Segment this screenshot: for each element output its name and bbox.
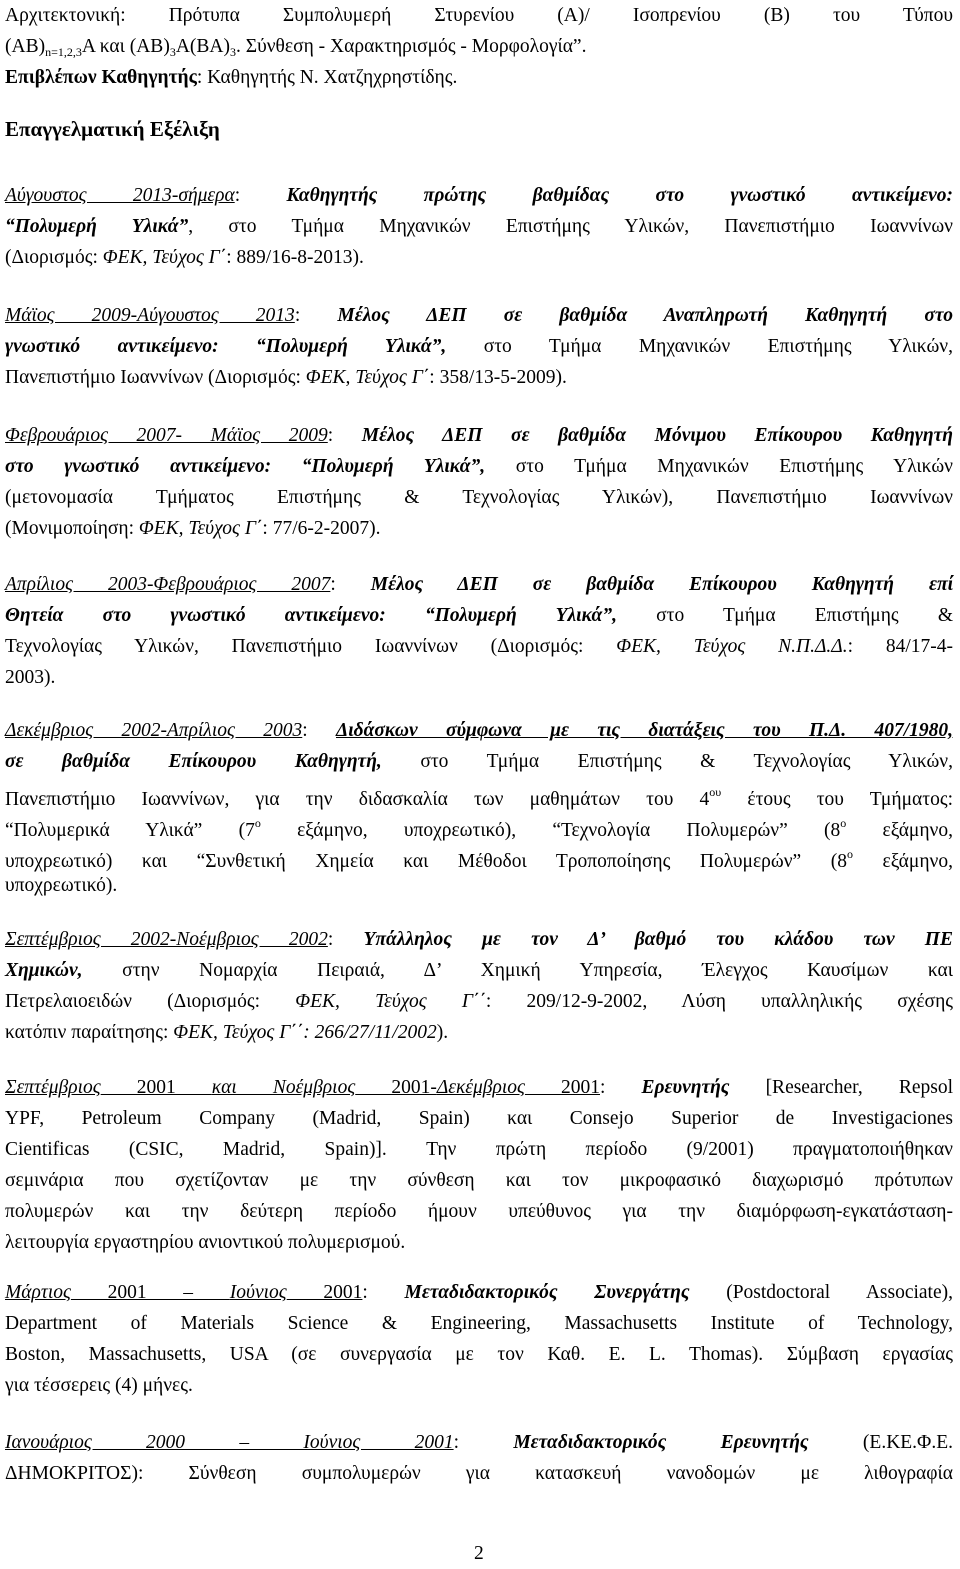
entry-date: Σεπτέμβριος 2002-Νοέμβριος 2002 — [5, 929, 328, 950]
career-entry-3: Φεβρουάριος 2007- Μάϊος 2009: Μέλος ΔΕΠ σε βαθμίδα Μόνιμου Επίκουρου Καθηγητή στο γνωστικό αντικείμενο: “Πολυμερή Υλικά”, στο Τμήμα Μηχανικών Επιστήμης Υλικών (μετονομασία Τμήματος Επιστήμης & Τεχνολογίας Υλικών), Πανεπιστήμιο Ιωαννίνων (Μονιμοποίηση: ΦΕΚ, Τεύχος Γ΄: 77/6-2-2007). — [5, 425, 953, 539]
entry-date: Φεβρουάριος 2007- Μάϊος 2009 — [5, 425, 328, 446]
entry-date: Ιανουάριος 2000 – Ιούνιος 2001 — [5, 1432, 454, 1453]
career-entry-8: Μάρτιος 2001 – Ιούνιος 2001: Μεταδιδακτορικός Συνεργάτης (Postdoctoral Associate), Department of Materials Science & Engineering, Massachusetts Institute of Technology, Boston, Massachusetts, USA (σε συνεργασία με τον Καθ. E. L. Thomas). Σύμβαση εργασίας για τέσσερεις (4) μήνες. — [5, 1282, 954, 1396]
supervisor-label: Επιβλέπων Καθηγητής — [5, 67, 197, 88]
career-entry-1: Αύγουστος 2013-σήμερα: Καθηγητής πρώτης βαθμίδας στο γνωστικό αντικείμενο: “Πολυμερή Υλικά”, στο Τμήμα Μηχανικών Επιστήμης Υλικών, Πανεπιστήμιο Ιωαννίνων (Διορισμός: ΦΕΚ, Τεύχος Γ΄: 889/16-8-2013). — [5, 185, 954, 268]
entry-date: Δεκέμβριος 2002-Απρίλιος 2003 — [5, 720, 303, 741]
entry-date: Μάρτιος 2001 – Ιούνιος 2001 — [5, 1282, 363, 1303]
career-entry-9: Ιανουάριος 2000 – Ιούνιος 2001: Μεταδιδακτορικός Ερευνητής (Ε.ΚΕ.Φ.Ε. ΔΗΜΟΚΡΙΤΟΣ): Σύνθεση συμπολυμερών για κατασκευή νανοδομών με λιθογραφία — [5, 1432, 953, 1484]
entry-date: Αύγουστος 2013-σήμερα — [5, 185, 235, 206]
entry-date: Σεπτέμβριος 2001 και Νοέμβριος 2001-Δεκέμβριος 2001 — [5, 1077, 600, 1098]
section-heading: Επαγγελματική Εξέλιξη — [5, 117, 220, 141]
page-number: 2 — [474, 1543, 484, 1564]
career-entry-7: Σεπτέμβριος 2001 και Νοέμβριος 2001-Δεκέμβριος 2001: Ερευνητής [Researcher, Repsol YPF, Petroleum Company (Madrid, Spain) και Consejo Superior de Investigaciones Cientificas (CSIC, Madrid, Spain)]. Την πρώτη περίοδο (9/2001) πραγματοποιήθηκαν σεμινάρια που σχετίζονταν με την σύνθεση και τον μικροφασικό διαχωρισμό πρότυπων πολυμερών και την δεύτερη περίοδο ήμουν υπεύθυνος για την διαμόρφωση-εγκατάσταση- λειτουργία εργαστηρίου ανιοντικού πολυμερισμού. — [5, 1077, 953, 1253]
career-entry-4: Απρίλιος 2003-Φεβρουάριος 2007: Μέλος ΔΕΠ σε βαθμίδα Επίκουρου Καθηγητή επί Θητεία στο γνωστικό αντικείμενο: “Πολυμερή Υλικά”, στο Τμήμα Επιστήμης & Τεχνολογίας Υλικών, Πανεπιστήμιο Ιωαννίνων (Διορισμός: ΦΕΚ, Τεύχος Ν.Π.Δ.Δ.: 84/17-4- 2003). — [5, 574, 954, 688]
career-entry-5: Δεκέμβριος 2002-Απρίλιος 2003: Διδάσκων σύμφωνα με τις διατάξεις του Π.Δ. 407/1980, σε βαθμίδα Επίκουρου Καθηγητή, στο Τμήμα Επιστήμης & Τεχνολογίας Υλικών, Πανεπιστήμιο Ιωαννίνων, για την διδασκαλία των μαθημάτων του $4^{o\upsilon}$ έτους του Τμήματος: “Πολυμερικά Υλικά” ($7^o$ εξάμηνο, υποχρεωτικό), “Τεχνολογία Πολυμερών” ($8^o$ εξάμηνο, υποχρεωτικό) και “Συνθετική Χημεία και Μέθοδοι Τροποποίησης Πολυμερών” ($8^o$ εξάμηνο, υποχρεωτικό). — [5, 720, 954, 896]
career-entry-2: Μάϊος 2009-Αύγουστος 2013: Μέλος ΔΕΠ σε βαθμίδα Αναπληρωτή Καθηγητή στο γνωστικό αντικείμενο: “Πολυμερή Υλικά”, στο Τμήμα Μηχανικών Επιστήμης Υλικών, Πανεπιστήμιο Ιωαννίνων (Διορισμός: ΦΕΚ, Τεύχος Γ΄: 358/13-5-2009). — [5, 305, 953, 388]
entry-date: Απρίλιος 2003-Φεβρουάριος 2007 — [5, 574, 331, 595]
career-entry-6: Σεπτέμβριος 2002-Νοέμβριος 2002: Υπάλληλος με τον Δ’ βαθμό του κλάδου των ΠΕ Χημικών, στην Νομαρχία Πειραιά, Δ’ Χημική Υπηρεσία, Έλεγχος Καυσίμων και Πετρελαιοειδών (Διορισμός: ΦΕΚ, Τεύχος Γ΄΄: 209/12-9-2002, Λύση υπαλληλικής σχέσης κατόπιν παραίτησης: ΦΕΚ, Τεύχος Γ΄΄: 266/27/11/2002). — [5, 929, 953, 1043]
thesis-title-block: Αρχιτεκτονική: Πρότυπα Συμπολυμερή Στυρενίου (Α)/ Ισοπρενίου (Β) του Τύπου $(AB)_{n=1,2,3}A$ και $(AB)_3A(BA)_3$. Σύνθεση - Χαρακτηρισμός - Μορφολογία”. Επιβλέπων Καθηγητής: Καθηγητής Ν. Χατζηχρηστίδης. — [5, 5, 953, 88]
entry-date: Μάϊος 2009-Αύγουστος 2013 — [5, 305, 295, 326]
